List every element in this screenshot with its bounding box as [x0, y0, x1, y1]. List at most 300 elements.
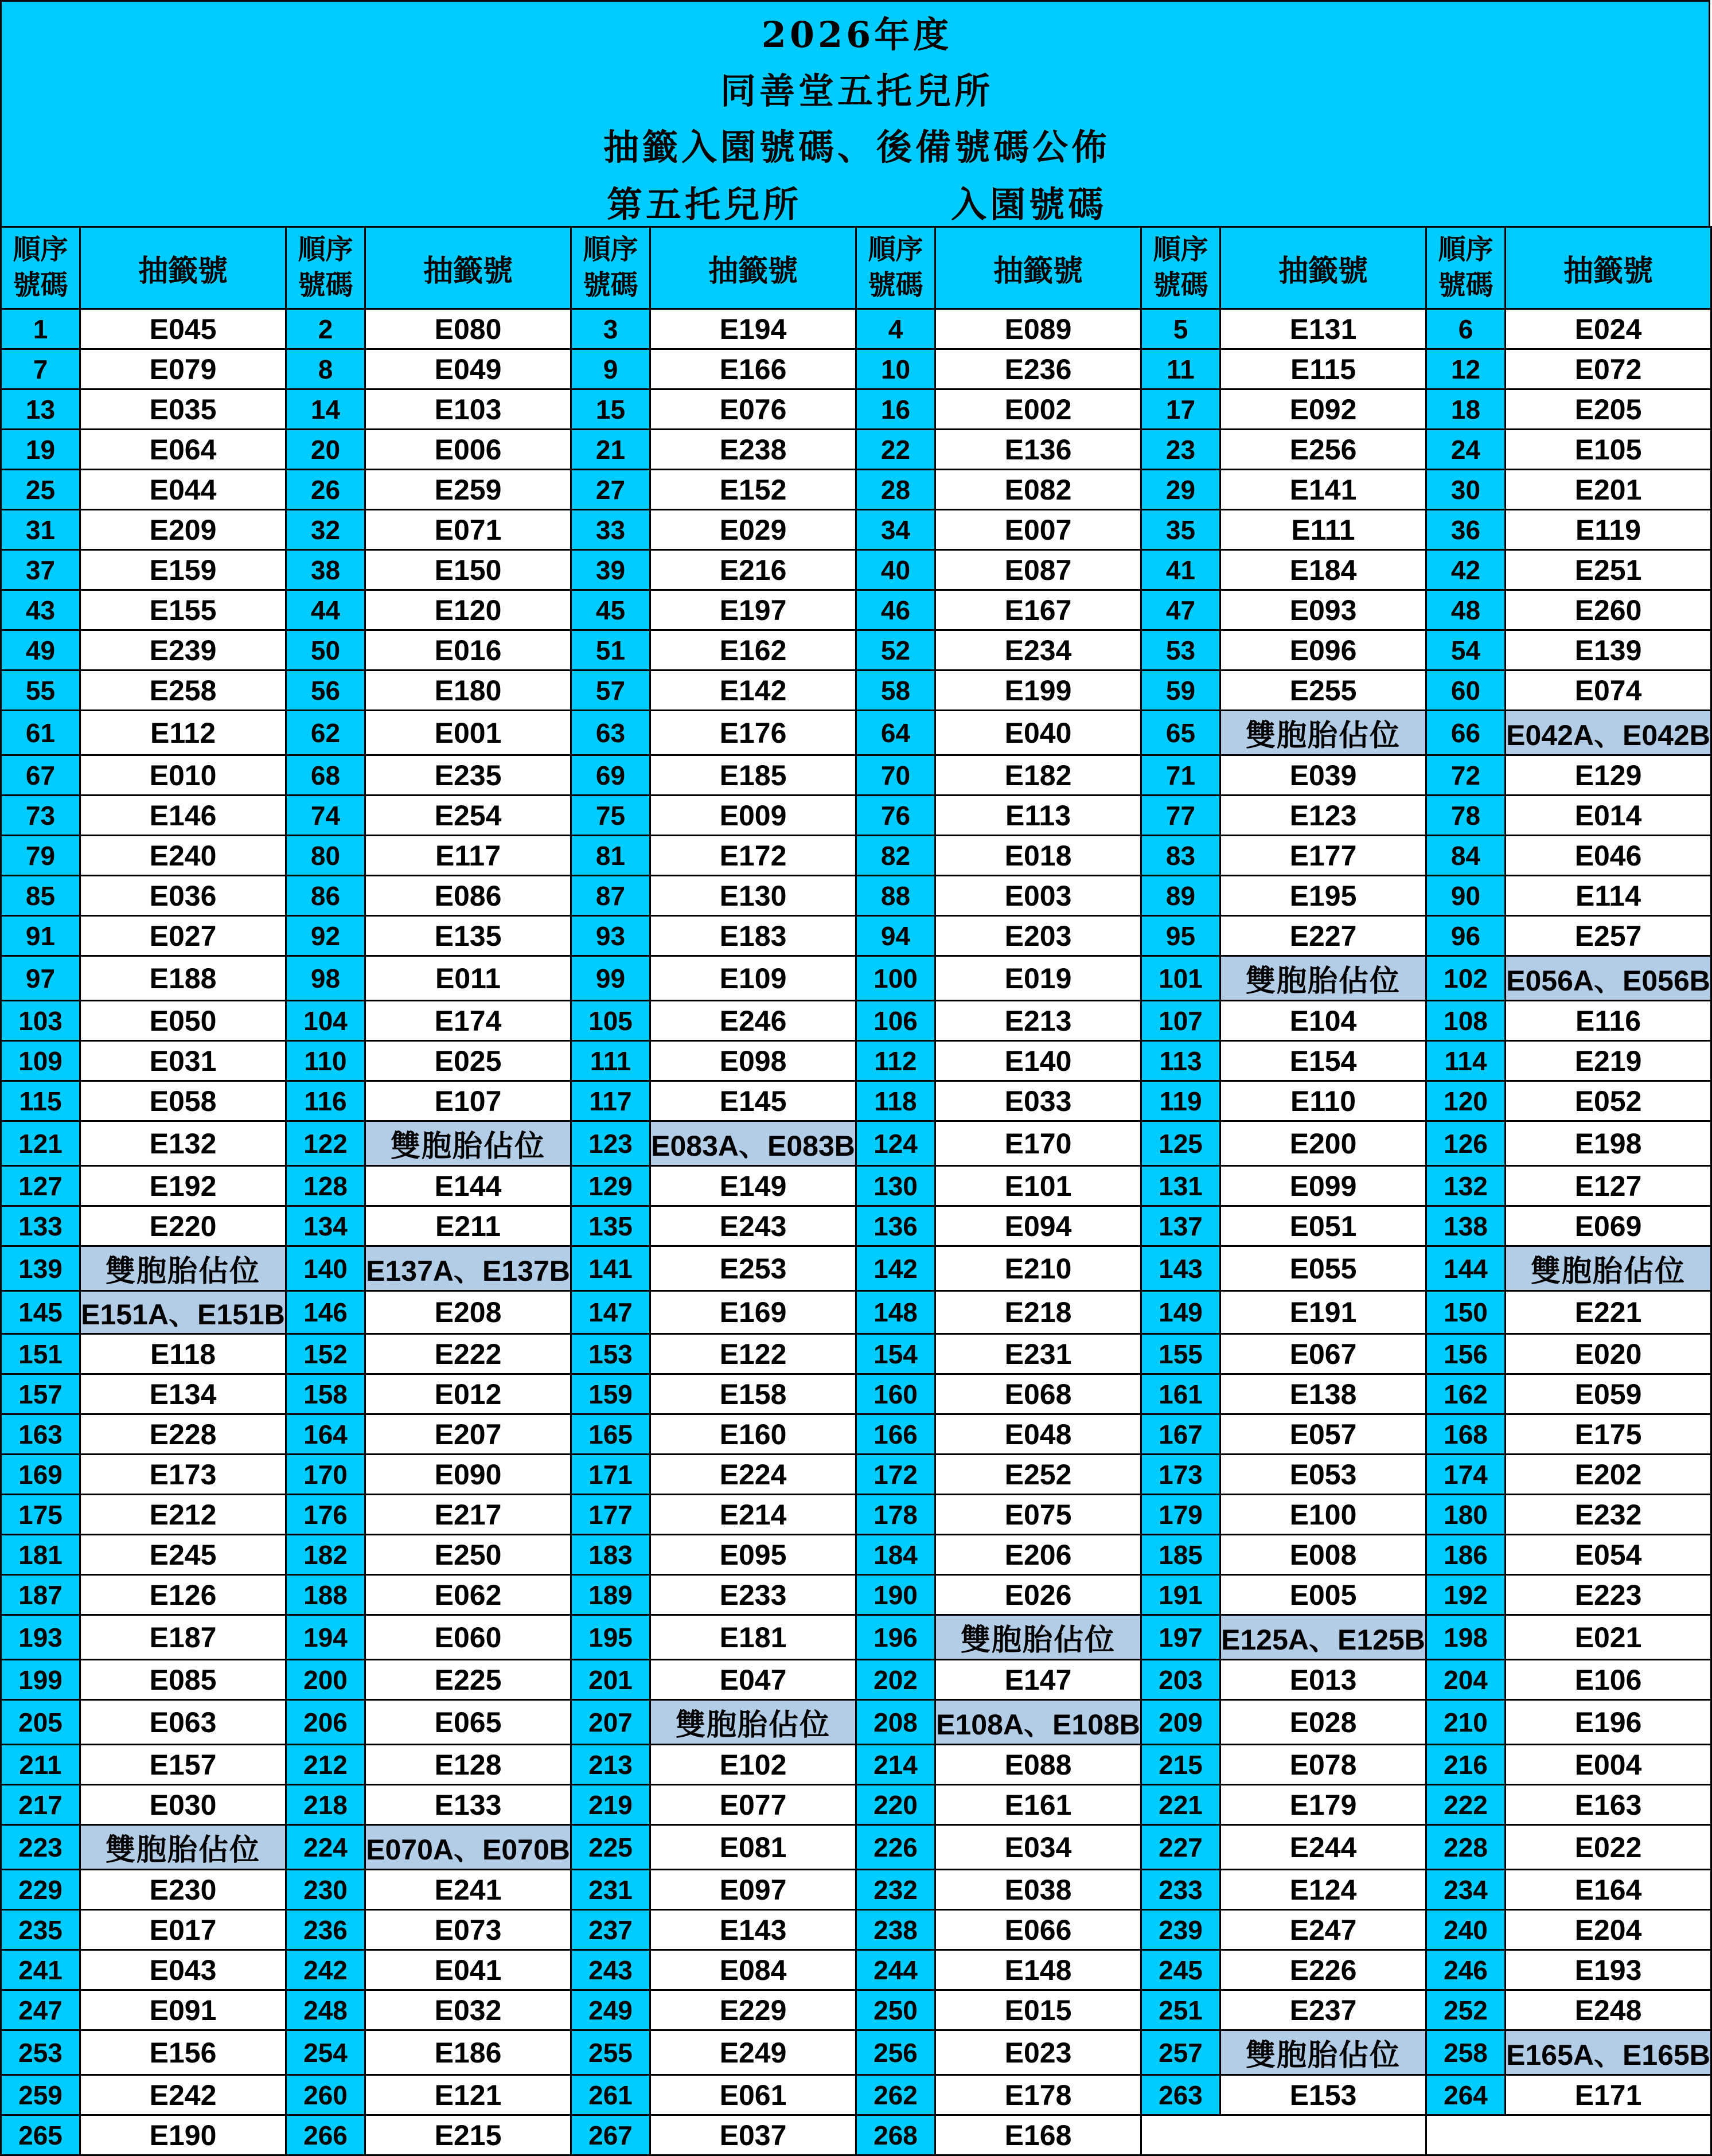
sequence-number-cell: 125: [1141, 1121, 1220, 1166]
sequence-number-cell: 227: [1141, 1825, 1220, 1870]
draw-number-cell: E061: [650, 2075, 856, 2115]
draw-number-cell: E017: [80, 1910, 286, 1950]
sequence-number-cell: 40: [856, 550, 935, 590]
sequence-number-cell: 98: [286, 956, 365, 1001]
draw-number-cell: E092: [1220, 389, 1426, 430]
table-row: [1, 1615, 1711, 1660]
draw-number-cell: E182: [935, 755, 1141, 796]
draw-number-cell: E230: [80, 1870, 286, 1910]
sequence-number-cell: 189: [571, 1575, 650, 1615]
draw-number-cell: E139: [1506, 630, 1711, 670]
sequence-number-cell: 61: [1, 711, 80, 755]
sequence-number-cell: 13: [1, 389, 80, 430]
draw-number-cell: E008: [1220, 1535, 1426, 1575]
sequence-number-cell: 34: [856, 510, 935, 550]
draw-number-cell: E002: [935, 389, 1141, 430]
sequence-number-cell: 110: [286, 1041, 365, 1081]
sequence-number-cell: 94: [856, 916, 935, 956]
draw-number-cell: E217: [365, 1495, 571, 1535]
draw-number-cell: E221: [1506, 1291, 1711, 1334]
sequence-number-cell: 186: [1426, 1535, 1506, 1575]
twin-placeholder-cell: 雙胞胎佔位: [80, 1246, 286, 1291]
draw-number-cell: E143: [650, 1910, 856, 1950]
draw-number-cell: E141: [1220, 470, 1426, 510]
twin-placeholder-cell: 雙胞胎佔位: [365, 1121, 571, 1166]
draw-number-cell: E094: [935, 1206, 1141, 1246]
draw-number-cell: E087: [935, 550, 1141, 590]
draw-number-cell: E254: [365, 796, 571, 836]
draw-number-cell: E246: [650, 1001, 856, 1041]
section-name: 第五托兒所: [606, 184, 802, 225]
sequence-number-cell: 263: [1141, 2075, 1220, 2115]
sequence-number-cell: 196: [856, 1615, 935, 1660]
sequence-number-cell: 178: [856, 1495, 935, 1535]
draw-number-cell: E066: [935, 1910, 1141, 1950]
draw-number-cell: E216: [650, 550, 856, 590]
draw-number-cell: E229: [650, 1990, 856, 2030]
draw-number-cell: E018: [935, 836, 1141, 876]
sequence-number-cell: 235: [1, 1910, 80, 1950]
sequence-number-cell: 247: [1, 1990, 80, 2030]
draw-number-cell: E135: [365, 916, 571, 956]
draw-number-cell: E194: [650, 309, 856, 349]
draw-number-cell: E175: [1506, 1414, 1711, 1455]
sequence-number-cell: 203: [1141, 1660, 1220, 1700]
draw-number-cell: E255: [1220, 670, 1426, 711]
draw-number-cell: E003: [935, 876, 1141, 916]
table-row: [1, 670, 1711, 711]
sequence-number-cell: 20: [286, 430, 365, 470]
draw-number-cell: E228: [80, 1414, 286, 1455]
sequence-number-cell: 16: [856, 389, 935, 430]
table-row: [1, 2030, 1711, 2075]
sequence-number-cell: 267: [571, 2115, 650, 2155]
sequence-number-cell: 241: [1, 1950, 80, 1990]
sequence-number-cell: 230: [286, 1870, 365, 1910]
sequence-number-cell: 107: [1141, 1001, 1220, 1041]
draw-number-cell: E115: [1220, 349, 1426, 389]
sequence-number-cell: 159: [571, 1374, 650, 1414]
sequence-number-cell: 57: [571, 670, 650, 711]
sequence-number-cell: 91: [1, 916, 80, 956]
sequence-number-cell: 95: [1141, 916, 1220, 956]
sequence-number-cell: 149: [1141, 1291, 1220, 1334]
draw-number-cell: E025: [365, 1041, 571, 1081]
draw-number-cell: E173: [80, 1455, 286, 1495]
sequence-number-cell: 164: [286, 1414, 365, 1455]
sequence-number-cell: 185: [1141, 1535, 1220, 1575]
sequence-number-cell: 242: [286, 1950, 365, 1990]
draw-number-cell: E095: [650, 1535, 856, 1575]
organization-title: 同善堂五托兒所: [720, 70, 993, 112]
sequence-number-cell: 5: [1141, 309, 1220, 349]
draw-number-cell: E098: [650, 1041, 856, 1081]
sequence-number-cell: 105: [571, 1001, 650, 1041]
sequence-number-cell: 75: [571, 796, 650, 836]
draw-number-cell: E126: [80, 1575, 286, 1615]
sequence-number-cell: 102: [1426, 956, 1506, 1001]
table-row: [1, 2075, 1711, 2115]
sequence-number-cell: 96: [1426, 916, 1506, 956]
sequence-number-cell: 214: [856, 1745, 935, 1785]
sequence-number-cell: 137: [1141, 1206, 1220, 1246]
sequence-number-cell: 7: [1, 349, 80, 389]
draw-number-cell: E052: [1506, 1081, 1711, 1121]
draw-number-cell: E096: [1220, 630, 1426, 670]
year-title: 2026年度: [761, 14, 953, 56]
sequence-number-cell: 32: [286, 510, 365, 550]
draw-number-cell: E144: [365, 1166, 571, 1206]
sequence-number-cell: 246: [1426, 1950, 1506, 1990]
twin-draw-number-cell: E165A、E165B: [1506, 2030, 1711, 2075]
sequence-number-cell: 62: [286, 711, 365, 755]
draw-number-cell: E181: [650, 1615, 856, 1660]
draw-number-cell: E251: [1506, 550, 1711, 590]
sequence-number-cell: 143: [1141, 1246, 1220, 1291]
sequence-number-cell: 154: [856, 1334, 935, 1374]
sequence-number-cell: 240: [1426, 1910, 1506, 1950]
sequence-number-cell: 144: [1426, 1246, 1506, 1291]
sequence-number-cell: 239: [1141, 1910, 1220, 1950]
sequence-number-cell: 174: [1426, 1455, 1506, 1495]
sequence-number-cell: 156: [1426, 1334, 1506, 1374]
sequence-number-cell: 29: [1141, 470, 1220, 510]
sequence-number-cell: 97: [1, 956, 80, 1001]
sequence-number-cell: 236: [286, 1910, 365, 1950]
draw-number-cell: E001: [365, 711, 571, 755]
sequence-number-cell: 122: [286, 1121, 365, 1166]
sequence-number-cell: 77: [1141, 796, 1220, 836]
sequence-number-cell: 142: [856, 1246, 935, 1291]
sequence-number-cell: 175: [1, 1495, 80, 1535]
draw-number-cell: E012: [365, 1374, 571, 1414]
draw-number-cell: E178: [935, 2075, 1141, 2115]
sequence-number-cell: 152: [286, 1334, 365, 1374]
sequence-number-cell: 14: [286, 389, 365, 430]
sequence-number-cell: 262: [856, 2075, 935, 2115]
sequence-number-cell: 256: [856, 2030, 935, 2075]
draw-number-cell: E035: [80, 389, 286, 430]
draw-number-cell: E256: [1220, 430, 1426, 470]
draw-number-cell: E169: [650, 1291, 856, 1334]
draw-number-cell: E104: [1220, 1001, 1426, 1041]
draw-number-cell: E157: [80, 1745, 286, 1785]
sequence-number-cell: 179: [1141, 1495, 1220, 1535]
sequence-number-cell: 163: [1, 1414, 80, 1455]
draw-number-cell: E073: [365, 1910, 571, 1950]
draw-number-cell: E132: [80, 1121, 286, 1166]
sequence-number-cell: 165: [571, 1414, 650, 1455]
sequence-number-cell: 48: [1426, 590, 1506, 630]
table-row: [1, 1745, 1711, 1785]
sequence-number-cell: 130: [856, 1166, 935, 1206]
draw-number-cell: E192: [80, 1166, 286, 1206]
sequence-number-cell: 208: [856, 1700, 935, 1745]
draw-number-cell: E090: [365, 1455, 571, 1495]
draw-number-cell: E024: [1506, 309, 1711, 349]
draw-number-cell: E240: [80, 836, 286, 876]
sequence-number-cell: 79: [1, 836, 80, 876]
table-row: [1, 1455, 1711, 1495]
sequence-number-cell: 201: [571, 1660, 650, 1700]
draw-number-cell: E163: [1506, 1785, 1711, 1825]
sequence-number-cell: 167: [1141, 1414, 1220, 1455]
table-row: [1, 1414, 1711, 1455]
draw-number-cell: E065: [365, 1700, 571, 1745]
sequence-number-cell: 51: [571, 630, 650, 670]
draw-number-cell: E259: [365, 470, 571, 510]
sequence-number-cell: 139: [1, 1246, 80, 1291]
draw-number-cell: E170: [935, 1121, 1141, 1166]
draw-number-cell: E013: [1220, 1660, 1426, 1700]
sequence-number-cell: 38: [286, 550, 365, 590]
sequence-number-cell: 108: [1426, 1001, 1506, 1041]
sequence-number-cell: 56: [286, 670, 365, 711]
table-row: [1, 1950, 1711, 1990]
sequence-number-cell: 183: [571, 1535, 650, 1575]
draw-number-cell: E074: [1506, 670, 1711, 711]
sequence-number-cell: 41: [1141, 550, 1220, 590]
draw-number-cell: E244: [1220, 1825, 1426, 1870]
sequence-number-cell: 30: [1426, 470, 1506, 510]
sequence-number-cell: 250: [856, 1990, 935, 2030]
table-row: [1, 1700, 1711, 1745]
sequence-number-cell: 158: [286, 1374, 365, 1414]
draw-number-cell: E235: [365, 755, 571, 796]
sequence-number-cell: 187: [1, 1575, 80, 1615]
draw-number-cell: E208: [365, 1291, 571, 1334]
draw-number-cell: E155: [80, 590, 286, 630]
draw-number-cell: E122: [650, 1334, 856, 1374]
draw-results-table: [0, 226, 1712, 2156]
empty-cell: [1426, 2115, 1711, 2155]
twin-placeholder-cell: 雙胞胎佔位: [1506, 1246, 1711, 1291]
column-header-sequence-number: 順序 號碼: [286, 227, 365, 309]
table-row: [1, 389, 1711, 430]
draw-number-cell: E176: [650, 711, 856, 755]
draw-number-cell: E020: [1506, 1334, 1711, 1374]
draw-number-cell: E242: [80, 2075, 286, 2115]
sequence-number-cell: 60: [1426, 670, 1506, 711]
sequence-number-cell: 33: [571, 510, 650, 550]
sequence-number-cell: 114: [1426, 1041, 1506, 1081]
twin-placeholder-cell: 雙胞胎佔位: [650, 1700, 856, 1745]
draw-number-cell: E057: [1220, 1414, 1426, 1455]
sequence-number-cell: 69: [571, 755, 650, 796]
sequence-number-cell: 148: [856, 1291, 935, 1334]
sequence-number-cell: 128: [286, 1166, 365, 1206]
draw-number-cell: E099: [1220, 1166, 1426, 1206]
table-row: [1, 550, 1711, 590]
sequence-number-cell: 209: [1141, 1700, 1220, 1745]
draw-number-cell: E146: [80, 796, 286, 836]
sequence-number-cell: 53: [1141, 630, 1220, 670]
draw-number-cell: E045: [80, 309, 286, 349]
sequence-number-cell: 268: [856, 2115, 935, 2155]
draw-number-cell: E234: [935, 630, 1141, 670]
sequence-number-cell: 90: [1426, 876, 1506, 916]
sequence-number-cell: 138: [1426, 1206, 1506, 1246]
draw-number-cell: E253: [650, 1246, 856, 1291]
draw-number-cell: E093: [1220, 590, 1426, 630]
sequence-number-cell: 181: [1, 1535, 80, 1575]
sequence-number-cell: 78: [1426, 796, 1506, 836]
draw-number-cell: E040: [935, 711, 1141, 755]
draw-number-cell: E091: [80, 1990, 286, 2030]
sequence-number-cell: 63: [571, 711, 650, 755]
draw-number-cell: E111: [1220, 510, 1426, 550]
sequence-number-cell: 180: [1426, 1495, 1506, 1535]
draw-number-cell: E089: [935, 309, 1141, 349]
draw-number-cell: E191: [1220, 1291, 1426, 1334]
sequence-number-cell: 37: [1, 550, 80, 590]
draw-number-cell: E102: [650, 1745, 856, 1785]
sequence-number-cell: 50: [286, 630, 365, 670]
sequence-number-cell: 150: [1426, 1291, 1506, 1334]
sequence-number-cell: 134: [286, 1206, 365, 1246]
table-header-row: [1, 227, 1711, 309]
sequence-number-cell: 228: [1426, 1825, 1506, 1870]
draw-number-cell: E014: [1506, 796, 1711, 836]
draw-number-cell: E156: [80, 2030, 286, 2075]
draw-number-cell: E110: [1220, 1081, 1426, 1121]
draw-number-cell: E186: [365, 2030, 571, 2075]
table-row: [1, 711, 1711, 755]
sequence-number-cell: 124: [856, 1121, 935, 1166]
draw-number-cell: E164: [1506, 1870, 1711, 1910]
draw-number-cell: E205: [1506, 389, 1711, 430]
sequence-number-cell: 106: [856, 1001, 935, 1041]
sequence-number-cell: 66: [1426, 711, 1506, 755]
draw-number-cell: E197: [650, 590, 856, 630]
table-row: [1, 1785, 1711, 1825]
draw-number-cell: E085: [80, 1660, 286, 1700]
draw-number-cell: E188: [80, 956, 286, 1001]
draw-number-cell: E231: [935, 1334, 1141, 1374]
sequence-number-cell: 15: [571, 389, 650, 430]
sequence-number-cell: 9: [571, 349, 650, 389]
table-row: [1, 1206, 1711, 1246]
column-header-draw-number: 抽籤號: [1506, 227, 1711, 309]
sequence-number-cell: 182: [286, 1535, 365, 1575]
sequence-number-cell: 248: [286, 1990, 365, 2030]
draw-number-cell: E055: [1220, 1246, 1426, 1291]
sequence-number-cell: 131: [1141, 1166, 1220, 1206]
table-row: [1, 1081, 1711, 1121]
draw-number-cell: E103: [365, 389, 571, 430]
sequence-number-cell: 123: [571, 1121, 650, 1166]
sequence-number-cell: 226: [856, 1825, 935, 1870]
sequence-number-cell: 19: [1, 430, 80, 470]
draw-number-cell: E258: [80, 670, 286, 711]
twin-placeholder-cell: 雙胞胎佔位: [80, 1825, 286, 1870]
draw-number-cell: E257: [1506, 916, 1711, 956]
sequence-number-cell: 49: [1, 630, 80, 670]
draw-number-cell: E247: [1220, 1910, 1426, 1950]
twin-draw-number-cell: E056A、E056B: [1506, 956, 1711, 1001]
draw-number-cell: E179: [1220, 1785, 1426, 1825]
column-header-sequence-number: 順序 號碼: [1426, 227, 1506, 309]
sequence-number-cell: 39: [571, 550, 650, 590]
sequence-number-cell: 225: [571, 1825, 650, 1870]
sequence-number-cell: 237: [571, 1910, 650, 1950]
sequence-number-cell: 24: [1426, 430, 1506, 470]
draw-number-cell: E022: [1506, 1825, 1711, 1870]
draw-number-cell: E133: [365, 1785, 571, 1825]
draw-number-cell: E232: [1506, 1495, 1711, 1535]
sequence-number-cell: 265: [1, 2115, 80, 2155]
draw-number-cell: E248: [1506, 1990, 1711, 2030]
table-row: [1, 916, 1711, 956]
draw-number-cell: E116: [1506, 1001, 1711, 1041]
sequence-number-cell: 245: [1141, 1950, 1220, 1990]
sequence-number-cell: 244: [856, 1950, 935, 1990]
draw-number-cell: E206: [935, 1535, 1141, 1575]
draw-number-cell: E069: [1506, 1206, 1711, 1246]
sequence-number-cell: 132: [1426, 1166, 1506, 1206]
draw-number-cell: E060: [365, 1615, 571, 1660]
sequence-number-cell: 26: [286, 470, 365, 510]
draw-number-cell: E203: [935, 916, 1141, 956]
draw-number-cell: E007: [935, 510, 1141, 550]
twin-placeholder-cell: 雙胞胎佔位: [1220, 711, 1426, 755]
table-row: [1, 1041, 1711, 1081]
draw-number-cell: E088: [935, 1745, 1141, 1785]
sequence-number-cell: 74: [286, 796, 365, 836]
sequence-number-cell: 200: [286, 1660, 365, 1700]
draw-number-cell: E120: [365, 590, 571, 630]
sequence-number-cell: 199: [1, 1660, 80, 1700]
sequence-number-cell: 25: [1, 470, 80, 510]
draw-number-cell: E107: [365, 1081, 571, 1121]
sequence-number-cell: 113: [1141, 1041, 1220, 1081]
table-row: [1, 1334, 1711, 1374]
sequence-number-cell: 55: [1, 670, 80, 711]
sequence-number-cell: 194: [286, 1615, 365, 1660]
draw-number-cell: E214: [650, 1495, 856, 1535]
sequence-number-cell: 217: [1, 1785, 80, 1825]
draw-number-cell: E105: [1506, 430, 1711, 470]
sequence-number-cell: 45: [571, 590, 650, 630]
table-row: [1, 1001, 1711, 1041]
sequence-number-cell: 47: [1141, 590, 1220, 630]
sequence-number-cell: 3: [571, 309, 650, 349]
sequence-number-cell: 232: [856, 1870, 935, 1910]
sequence-number-cell: 68: [286, 755, 365, 796]
notice-title: 抽籤入園號碼、後備號碼公佈: [603, 126, 1110, 168]
sequence-number-cell: 136: [856, 1206, 935, 1246]
column-header-sequence-number: 順序 號碼: [571, 227, 650, 309]
draw-number-cell: E009: [650, 796, 856, 836]
draw-number-cell: E213: [935, 1001, 1141, 1041]
sequence-number-cell: 206: [286, 1700, 365, 1745]
sequence-number-cell: 168: [1426, 1414, 1506, 1455]
column-header-sequence-number: 順序 號碼: [1, 227, 80, 309]
draw-number-cell: E150: [365, 550, 571, 590]
draw-number-cell: E021: [1506, 1615, 1711, 1660]
twin-placeholder-cell: 雙胞胎佔位: [1220, 956, 1426, 1001]
table-row: [1, 1910, 1711, 1950]
sequence-number-cell: 118: [856, 1081, 935, 1121]
draw-number-cell: E049: [365, 349, 571, 389]
table-row: [1, 510, 1711, 550]
sequence-number-cell: 173: [1141, 1455, 1220, 1495]
sequence-number-cell: 31: [1, 510, 80, 550]
sequence-number-cell: 211: [1, 1745, 80, 1785]
draw-number-cell: E064: [80, 430, 286, 470]
draw-number-cell: E200: [1220, 1121, 1426, 1166]
draw-number-cell: E119: [1506, 510, 1711, 550]
